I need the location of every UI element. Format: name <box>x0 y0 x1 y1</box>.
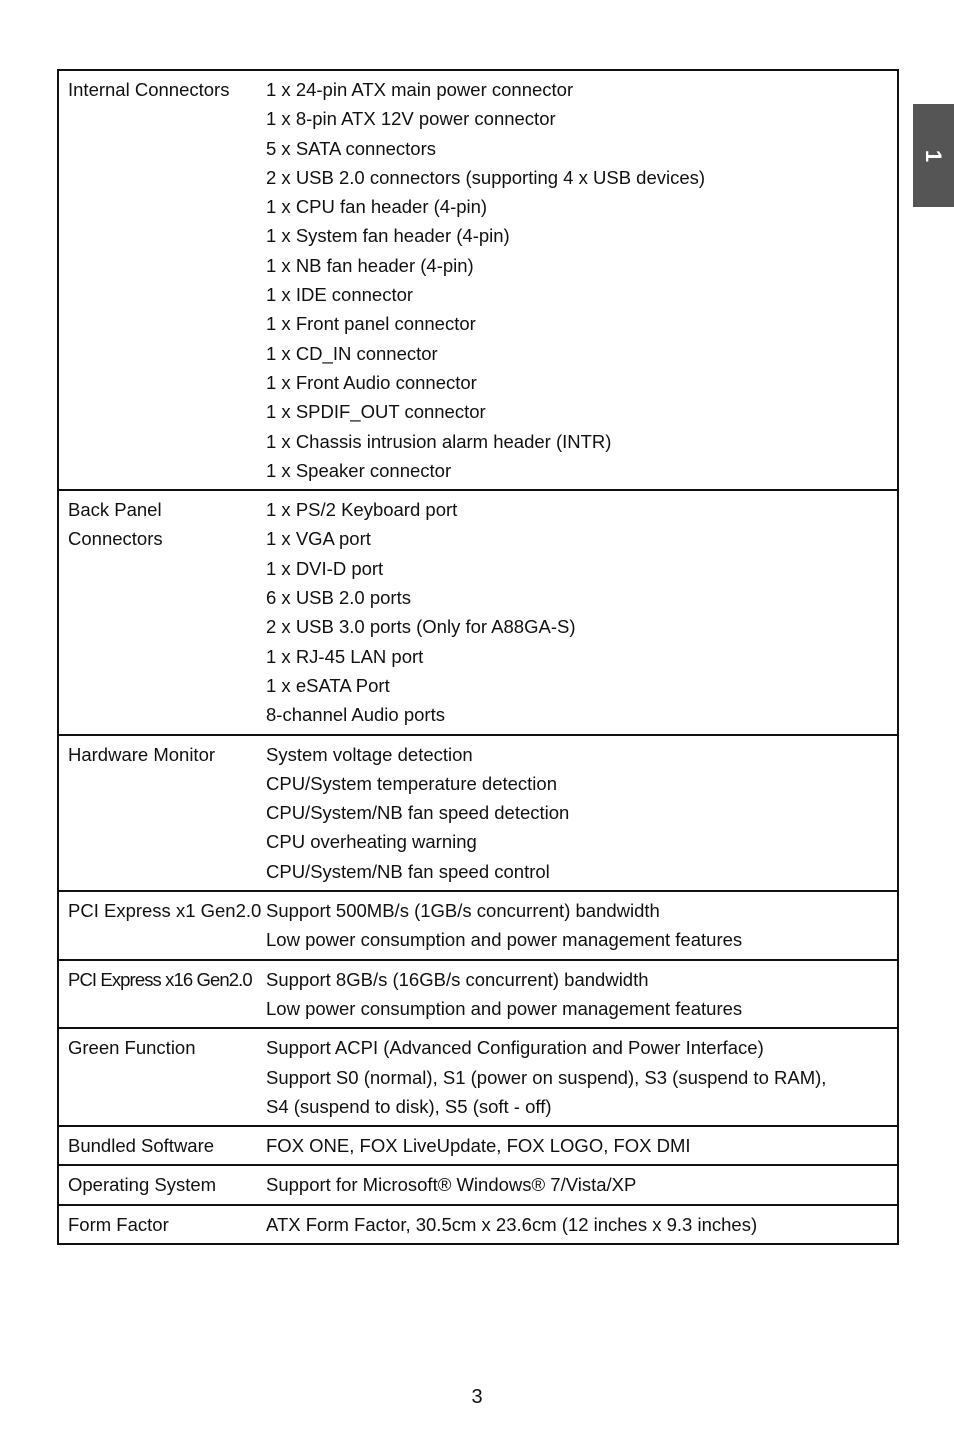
spec-value: 1 x RJ-45 LAN port <box>266 645 424 667</box>
spec-row <box>58 891 898 960</box>
spec-value: CPU/System/NB fan speed control <box>266 860 550 882</box>
spec-value: System voltage detection <box>266 743 473 765</box>
spec-value: Support for Microsoft® Windows® 7/Vista/XP <box>266 1174 637 1196</box>
spec-value: Support ACPI (Advanced Configuration and Power Interface) <box>266 1037 764 1059</box>
spec-value-cell <box>266 1028 898 1126</box>
spec-value: 1 x SPDIF_OUT connector <box>266 401 486 423</box>
spec-row <box>58 490 898 734</box>
chapter-tab-number: 1 <box>921 149 947 162</box>
spec-value: 2 x USB 3.0 ports (Only for A88GA-S) <box>266 616 576 638</box>
specification-table <box>57 69 899 1245</box>
spec-value: 1 x 24-pin ATX main power connector <box>266 79 574 100</box>
spec-value: Low power consumption and power management features <box>266 929 743 951</box>
specification-table-body <box>58 70 898 1244</box>
spec-value: 1 x Speaker connector <box>266 459 452 481</box>
spec-value: 1 x Front Audio connector <box>266 371 477 393</box>
spec-label: Operating System <box>68 1174 217 1196</box>
spec-value: 1 x NB fan header (4-pin) <box>266 254 474 276</box>
spec-label: PCI Express x16 Gen2.0 <box>68 968 252 990</box>
spec-value: Low power consumption and power management features <box>266 997 743 1019</box>
spec-value-cell <box>266 960 898 1029</box>
spec-value: 1 x DVI-D port <box>266 557 384 579</box>
spec-value-cell <box>266 490 898 734</box>
spec-row <box>58 1028 898 1126</box>
spec-label: Bundled Software <box>68 1135 215 1157</box>
spec-value: CPU overheating warning <box>266 831 477 853</box>
spec-value: 1 x VGA port <box>266 528 371 550</box>
spec-value: 8-channel Audio ports <box>266 704 445 726</box>
spec-label-cell <box>58 1165 266 1204</box>
spec-value: 1 x CPU fan header (4-pin) <box>266 196 488 218</box>
spec-row <box>58 1126 898 1165</box>
spec-label: PCI Express x1 Gen2.0 <box>68 900 262 922</box>
spec-value-cell <box>266 1165 898 1204</box>
spec-label-cell <box>58 891 266 960</box>
spec-value: 1 x 8-pin ATX 12V power connector <box>266 108 556 130</box>
spec-label-cell <box>58 1126 266 1165</box>
spec-value-cell <box>266 70 898 490</box>
spec-value: 1 x PS/2 Keyboard port <box>266 499 458 521</box>
spec-value: ATX Form Factor, 30.5cm x 23.6cm (12 inches x 9.3 inches) <box>266 1213 758 1235</box>
spec-value: Support 8GB/s (16GB/s concurrent) bandwidth <box>266 968 649 990</box>
spec-value-cell <box>266 891 898 960</box>
spec-label-cell <box>58 735 266 891</box>
spec-label: Internal Connectors <box>68 79 230 100</box>
spec-label-cell <box>58 70 266 490</box>
spec-value: 1 x System fan header (4-pin) <box>266 225 510 247</box>
spec-value: 5 x SATA connectors <box>266 137 437 159</box>
spec-value: 1 x IDE connector <box>266 284 414 306</box>
spec-label: Back Panel <box>68 499 162 521</box>
spec-row <box>58 1205 898 1244</box>
spec-label: Form Factor <box>68 1213 169 1235</box>
spec-value: 6 x USB 2.0 ports <box>266 587 411 609</box>
spec-value: 2 x USB 2.0 connectors (supporting 4 x USB devices) <box>266 166 706 188</box>
spec-row <box>58 735 898 891</box>
spec-label-cell <box>58 1205 266 1244</box>
spec-label: Hardware Monitor <box>68 743 216 765</box>
spec-value-cell <box>266 1205 898 1244</box>
spec-value-cell <box>266 1126 898 1165</box>
spec-value: S4 (suspend to disk), S5 (soft - off) <box>266 1095 552 1117</box>
spec-row <box>58 960 898 1029</box>
spec-value: 1 x eSATA Port <box>266 674 390 696</box>
spec-value-cell <box>266 735 898 891</box>
spec-value: CPU/System temperature detection <box>266 772 557 794</box>
spec-value: 1 x CD_IN connector <box>266 342 438 364</box>
spec-label: Connectors <box>68 528 163 550</box>
spec-row <box>58 70 898 490</box>
spec-value: Support S0 (normal), S1 (power on suspend), S3 (suspend to RAM), <box>266 1066 827 1088</box>
page-number: 3 <box>471 1386 483 1408</box>
spec-label: Green Function <box>68 1037 196 1059</box>
spec-value: Support 500MB/s (1GB/s concurrent) bandwidth <box>266 900 660 922</box>
spec-label-cell <box>58 1028 266 1126</box>
spec-label-cell <box>58 490 266 734</box>
spec-value: CPU/System/NB fan speed detection <box>266 802 570 824</box>
chapter-tab <box>913 104 954 207</box>
spec-label-cell <box>58 960 266 1029</box>
spec-value: 1 x Front panel connector <box>266 313 476 335</box>
spec-value: 1 x Chassis intrusion alarm header (INTR) <box>266 430 612 452</box>
spec-row <box>58 1165 898 1204</box>
spec-value: FOX ONE, FOX LiveUpdate, FOX LOGO, FOX DMI <box>266 1135 691 1157</box>
